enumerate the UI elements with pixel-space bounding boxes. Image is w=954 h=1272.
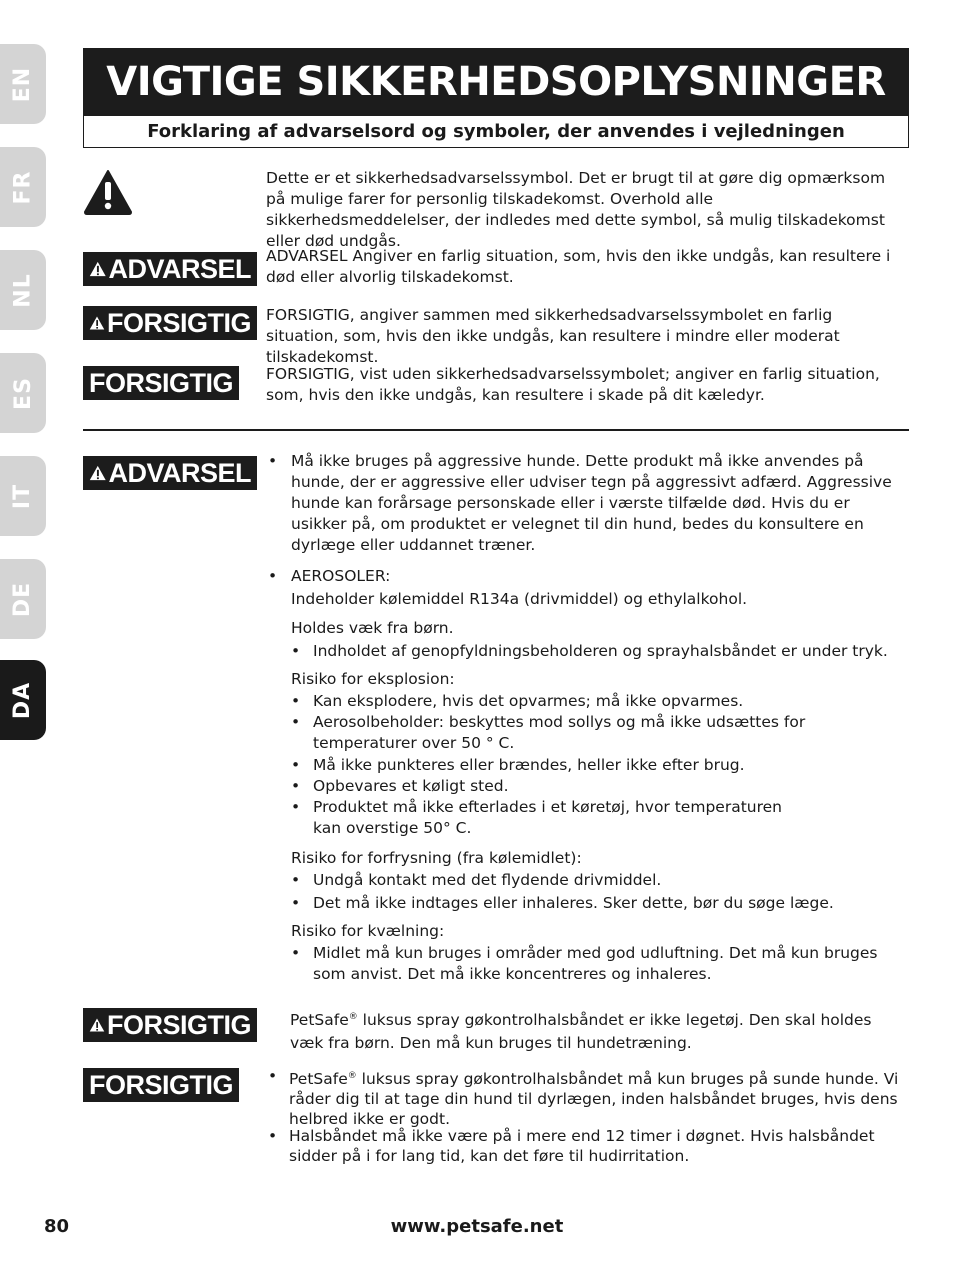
warning-triangle-icon	[83, 169, 133, 215]
tab-nl[interactable]	[0, 250, 46, 330]
bullet: •	[268, 567, 278, 585]
bullet: •	[268, 1067, 278, 1085]
advarsel-label	[83, 456, 257, 490]
warning-triangle-icon	[89, 313, 105, 333]
bullet: •	[291, 944, 301, 962]
bullet-body: luksus spray gøkontrolhalsbåndet må kun bruges på sunde hunde. Vi råder dig til at tage din hund til dyrlægen, inden halsbåndet bruges, hvis dens helbred ikke er godt.	[289, 1070, 899, 1129]
forsigtig-plain-label	[83, 1068, 239, 1102]
bullet-text: Opbevares et køligt sted.	[313, 777, 509, 795]
bullet: •	[291, 692, 301, 710]
forsigtig-symbol-definition: FORSIGTIG, angiver sammen med sikkerhedsadvarselssymbolet en farlig situation, som, hvis den ikke undgås, kan resultere i mindre eller moderat tilskadekomst.	[266, 306, 840, 366]
bullet: •	[291, 713, 301, 731]
label-text: FORSIGTIG	[89, 367, 233, 398]
label-text: FORSIGTIG	[89, 1069, 233, 1100]
caution-text	[290, 1006, 902, 1055]
bullet: •	[268, 452, 278, 470]
caution-body: luksus spray gøkontrolhalsbåndet er ikke legetøj. Den skal holdes væk fra børn. Den må kun bruges til hundetræning.	[290, 1011, 872, 1053]
bullet-text: Midlet må kun bruges i områder med god udluftning. Det må kun bruges som anvist. Det må ikke koncentreres og inhaleres.	[313, 944, 878, 983]
page-subtitle: Forklaring af advarselsord og symboler, der anvendes i vejledningen	[83, 116, 909, 148]
warning-triangle-icon	[89, 463, 106, 483]
label-text: ADVARSEL	[108, 457, 251, 488]
aerosol-text: Indeholder kølemiddel R134a (drivmiddel) og ethylalkohol.	[291, 590, 748, 608]
forsigtig-plain-definition: FORSIGTIG, vist uden sikkerhedsadvarselssymbolet; angiver en farlig situation, som, hvis den ikke undgås, kan resultere i skade på dit kæledyr.	[266, 365, 880, 404]
bullet-text: Undgå kontakt med det flydende drivmiddel.	[313, 871, 662, 889]
tab-de[interactable]	[0, 559, 46, 639]
keep-away-heading: Holdes væk fra børn.	[291, 619, 454, 637]
tab-label: DA	[10, 681, 36, 719]
page-number: 80	[44, 1216, 70, 1237]
footer-url[interactable]: www.petsafe.net	[390, 1216, 564, 1237]
choke-heading: Risiko for kvælning:	[291, 922, 445, 940]
forsigtig-plain-label	[83, 366, 239, 400]
frost-heading: Risiko for forfrysning (fra kølemidlet):	[291, 849, 582, 867]
label-text: FORSIGTIG	[107, 1009, 251, 1040]
forsigtig-symbol-label	[83, 306, 257, 340]
bullet-text	[289, 1066, 899, 1129]
tab-es[interactable]	[0, 353, 46, 433]
bullet: •	[291, 894, 301, 912]
bullet: •	[291, 798, 301, 816]
tab-label: IT	[10, 483, 36, 509]
tab-fr[interactable]	[0, 147, 46, 227]
advarsel-label	[83, 252, 257, 286]
bullet-text: Må ikke bruges på aggressive hunde. Dette produkt må ikke anvendes på hunde, der er aggressive eller udviser tegn på aggressivt adfærd. Aggressive hunde kan forårsage personskade eller i værste tilfælde død. Hvis du er usikker på, om produktet er velegnet til din hund, bedes du konsultere en dyrlæge eller uddannet træner.	[291, 452, 892, 554]
warning-triangle-icon	[89, 1015, 105, 1035]
tab-da[interactable]	[0, 660, 46, 740]
page-title: VIGTIGE SIKKERHEDSOPLYSNINGER	[83, 48, 909, 116]
divider	[83, 429, 909, 431]
bullet-text: Produktet må ikke efterlades i et køretøj, hvor temperaturen kan overstige 50° C.	[313, 798, 782, 837]
tab-label: NL	[10, 272, 36, 308]
bullet: •	[291, 777, 301, 795]
tab-label: DE	[10, 581, 36, 617]
tab-label: FR	[10, 170, 36, 204]
bullet-text: Aerosolbeholder: beskyttes mod sollys og må ikke udsættes for temperaturer over 50 ° C.	[313, 713, 806, 752]
warning-triangle-icon	[89, 259, 106, 279]
explosion-heading: Risiko for eksplosion:	[291, 670, 455, 688]
registered-mark: ®	[348, 1012, 358, 1022]
bullet: •	[291, 642, 301, 660]
aerosol-heading: AEROSOLER:	[291, 567, 391, 585]
advarsel-definition: ADVARSEL Angiver en farlig situation, som, hvis den ikke undgås, kan resultere i død eller alvorlig tilskadekomst.	[266, 247, 891, 286]
bullet-text: Kan eksplodere, hvis det opvarmes; må ikke opvarmes.	[313, 692, 744, 710]
tab-it[interactable]	[0, 456, 46, 536]
bullet-text: Indholdet af genopfyldningsbeholderen og sprayhalsbåndet er under tryk.	[313, 642, 888, 660]
bullet-text: Halsbåndet må ikke være på i mere end 12 timer i døgnet. Hvis halsbåndet sidder på i for lang tid, kan det føre til hudirritation.	[289, 1127, 875, 1165]
bullet: •	[291, 756, 301, 774]
label-text: ADVARSEL	[108, 253, 251, 284]
bullet: •	[268, 1127, 278, 1145]
registered-mark: ®	[347, 1071, 357, 1081]
brand-name: PetSafe	[289, 1070, 348, 1089]
brand-name: PetSafe	[290, 1011, 349, 1030]
label-text: FORSIGTIG	[107, 307, 251, 338]
tab-en[interactable]	[0, 44, 46, 124]
tab-label: ES	[10, 376, 36, 410]
bullet: •	[291, 871, 301, 889]
tab-label: EN	[10, 66, 36, 102]
bullet-text: Det må ikke indtages eller inhaleres. Sker dette, bør du søge læge.	[313, 894, 834, 912]
symbol-definition: Dette er et sikkerhedsadvarselssymbol. Det er brugt til at gøre dig opmærksom på mulige farer for personlig tilskadekomst. Overhold alle sikkerhedsmeddelelser, der indledes med dette symbol, så mulig tilskadekomst eller død undgås.	[266, 169, 886, 250]
forsigtig-symbol-label	[83, 1008, 257, 1042]
bullet-text: Må ikke punkteres eller brændes, heller ikke efter brug.	[313, 756, 745, 774]
